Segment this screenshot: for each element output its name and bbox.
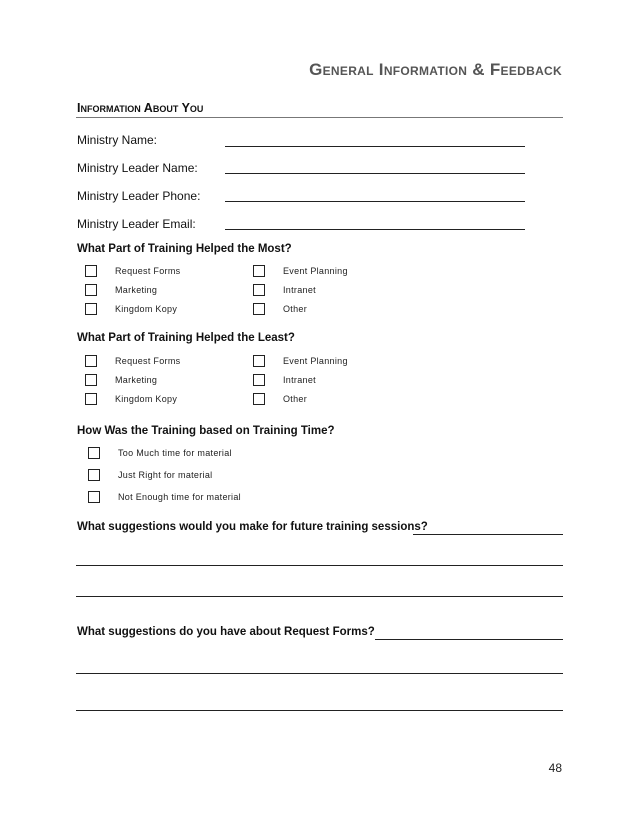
option-label: Event Planning: [283, 266, 348, 276]
ministry-leader-email-field[interactable]: [225, 229, 525, 230]
option-label: Intranet: [283, 375, 316, 385]
helped-most-option[interactable]: [253, 303, 307, 315]
option-label: Request Forms: [115, 266, 181, 276]
checkbox[interactable]: [253, 374, 265, 386]
ministry-leader-name-field[interactable]: [225, 173, 525, 174]
training-time-option[interactable]: [88, 491, 241, 503]
checkbox[interactable]: [85, 303, 97, 315]
checkbox[interactable]: [85, 374, 97, 386]
option-label: Kingdom Kopy: [115, 304, 178, 314]
helped-least-option[interactable]: [85, 355, 180, 367]
checkbox[interactable]: [85, 284, 97, 296]
helped-least-option[interactable]: [85, 393, 177, 405]
request-forms-question: What suggestions do you have about Request Forms?: [77, 626, 375, 638]
page-title: General Information & Feedback: [309, 60, 562, 79]
checkbox[interactable]: [253, 393, 265, 405]
future-suggestions-line[interactable]: [76, 565, 563, 566]
option-label: Intranet: [283, 285, 316, 295]
future-suggestions-question: What suggestions would you make for future training sessions?: [77, 521, 428, 533]
helped-least-option[interactable]: [253, 355, 348, 367]
helped-most-option[interactable]: [85, 303, 177, 315]
option-label: Event Planning: [283, 356, 348, 366]
request-forms-line[interactable]: [76, 710, 563, 711]
checkbox[interactable]: [88, 469, 100, 481]
option-label: Just Right for material: [118, 470, 213, 480]
ministry-leader-name-label: Ministry Leader Name:: [77, 161, 198, 175]
ministry-name-field[interactable]: [225, 146, 525, 147]
checkbox[interactable]: [85, 355, 97, 367]
request-forms-line[interactable]: [76, 673, 563, 674]
checkbox[interactable]: [253, 355, 265, 367]
ministry-name-label: Ministry Name:: [77, 133, 158, 147]
section-heading: Information About You: [77, 101, 204, 115]
helped-least-option[interactable]: [253, 374, 316, 386]
helped-least-question: What Part of Training Helped the Least?: [77, 332, 295, 344]
checkbox[interactable]: [85, 393, 97, 405]
checkbox[interactable]: [253, 284, 265, 296]
helped-most-option[interactable]: [253, 284, 316, 296]
option-label: Marketing: [115, 375, 158, 385]
checkbox[interactable]: [253, 265, 265, 277]
helped-least-option[interactable]: [85, 374, 157, 386]
option-label: Not Enough time for material: [118, 492, 241, 502]
request-forms-field[interactable]: [375, 639, 563, 640]
ministry-leader-phone-label: Ministry Leader Phone:: [77, 189, 201, 203]
ministry-leader-phone-field[interactable]: [225, 201, 525, 202]
helped-most-question: What Part of Training Helped the Most?: [77, 243, 292, 255]
option-label: Other: [283, 394, 308, 404]
ministry-leader-email-label: Ministry Leader Email:: [77, 217, 196, 231]
option-label: Too Much time for material: [118, 448, 232, 458]
helped-most-option[interactable]: [253, 265, 348, 277]
helped-most-option[interactable]: [85, 265, 180, 277]
training-time-option[interactable]: [88, 469, 212, 481]
checkbox[interactable]: [88, 491, 100, 503]
checkbox[interactable]: [85, 265, 97, 277]
helped-least-option[interactable]: [253, 393, 307, 405]
training-time-option[interactable]: [88, 447, 232, 459]
checkbox[interactable]: [88, 447, 100, 459]
future-suggestions-line[interactable]: [76, 596, 563, 597]
section-divider: [76, 117, 563, 118]
option-label: Kingdom Kopy: [115, 394, 178, 404]
page-number: 48: [548, 761, 562, 775]
checkbox[interactable]: [253, 303, 265, 315]
option-label: Marketing: [115, 285, 158, 295]
training-time-question: How Was the Training based on Training Time?: [77, 425, 335, 437]
option-label: Request Forms: [115, 356, 181, 366]
option-label: Other: [283, 304, 308, 314]
future-suggestions-field[interactable]: [413, 534, 563, 535]
helped-most-option[interactable]: [85, 284, 157, 296]
